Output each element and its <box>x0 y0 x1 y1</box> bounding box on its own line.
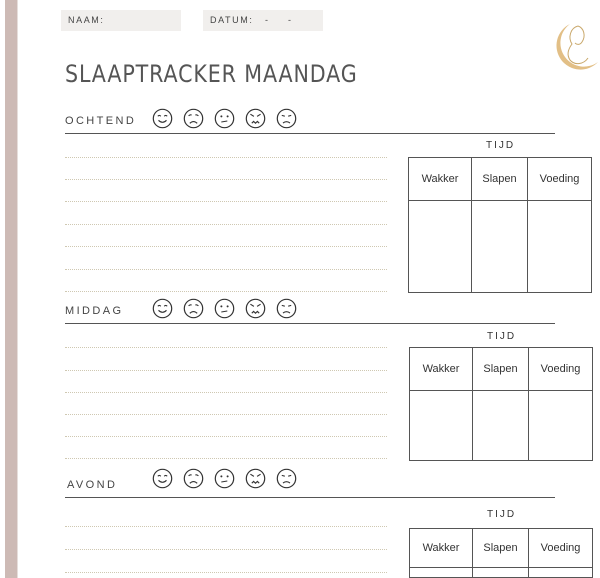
section-rule-ochtend <box>65 133 555 134</box>
tijd-title-avond: TIJD <box>487 509 517 520</box>
unhappy-face-icon[interactable] <box>276 468 297 489</box>
section-rule-avond <box>65 497 555 498</box>
page-edge <box>17 0 18 578</box>
note-line[interactable] <box>65 370 387 371</box>
column-header-voeding: Voeding <box>529 529 593 568</box>
section-rule-middag <box>65 323 555 324</box>
neutral-face-icon[interactable] <box>214 108 235 129</box>
column-header-wakker: Wakker <box>410 348 473 391</box>
angry-face-icon[interactable] <box>245 468 266 489</box>
sad-face-icon[interactable] <box>183 108 204 129</box>
note-line[interactable] <box>65 179 387 180</box>
column-header-wakker: Wakker <box>410 529 473 568</box>
unhappy-face-icon[interactable] <box>276 298 297 319</box>
note-line[interactable] <box>65 291 387 292</box>
angry-face-icon[interactable] <box>245 108 266 129</box>
table-cell-slapen[interactable] <box>473 391 529 461</box>
mood-row-ochtend <box>152 108 307 129</box>
note-line[interactable] <box>65 392 387 393</box>
table-cell-voeding[interactable] <box>528 201 592 293</box>
datum-label: DATUM: <box>210 15 254 25</box>
datum-field[interactable] <box>203 10 323 31</box>
unhappy-face-icon[interactable] <box>276 108 297 129</box>
column-header-slapen: Slapen <box>473 348 529 391</box>
note-line[interactable] <box>65 246 387 247</box>
note-line[interactable] <box>65 458 387 459</box>
table-cell-wakker[interactable] <box>410 568 473 578</box>
mood-row-middag <box>152 298 307 319</box>
moon-baby-logo-icon <box>548 18 600 74</box>
note-line[interactable] <box>65 572 387 573</box>
mood-row-avond <box>152 468 307 489</box>
time-table-middag <box>409 347 593 461</box>
time-table-ochtend <box>408 157 592 293</box>
section-label-ochtend: OCHTEND <box>65 115 137 127</box>
table-cell-voeding[interactable] <box>529 568 593 578</box>
sad-face-icon[interactable] <box>183 298 204 319</box>
naam-label: NAAM: <box>68 15 105 25</box>
column-header-slapen: Slapen <box>472 158 528 201</box>
note-line[interactable] <box>65 201 387 202</box>
sad-face-icon[interactable] <box>183 468 204 489</box>
tijd-title-ochtend: TIJD <box>486 140 516 151</box>
section-label-middag: MIDDAG <box>65 305 124 317</box>
note-line[interactable] <box>65 224 387 225</box>
note-line[interactable] <box>65 436 387 437</box>
happy-face-icon[interactable] <box>152 298 173 319</box>
note-line[interactable] <box>65 526 387 527</box>
column-header-slapen: Slapen <box>473 529 529 568</box>
note-line[interactable] <box>65 157 387 158</box>
neutral-face-icon[interactable] <box>214 298 235 319</box>
datum-value: - - <box>265 15 293 25</box>
tijd-title-middag: TIJD <box>487 331 517 342</box>
column-header-voeding: Voeding <box>528 158 592 201</box>
column-header-wakker: Wakker <box>409 158 472 201</box>
note-line[interactable] <box>65 269 387 270</box>
angry-face-icon[interactable] <box>245 298 266 319</box>
table-cell-wakker[interactable] <box>409 201 472 293</box>
table-cell-slapen[interactable] <box>472 201 528 293</box>
happy-face-icon[interactable] <box>152 108 173 129</box>
note-line[interactable] <box>65 549 387 550</box>
table-cell-wakker[interactable] <box>410 391 473 461</box>
table-cell-voeding[interactable] <box>529 391 593 461</box>
side-bar <box>5 0 17 578</box>
note-line[interactable] <box>65 347 387 348</box>
happy-face-icon[interactable] <box>152 468 173 489</box>
neutral-face-icon[interactable] <box>214 468 235 489</box>
time-table-avond <box>409 528 593 578</box>
page-title: SLAAPTRACKER MAANDAG <box>65 60 358 88</box>
table-cell-slapen[interactable] <box>473 568 529 578</box>
naam-field[interactable] <box>61 10 181 31</box>
section-label-avond: AVOND <box>67 479 118 491</box>
note-line[interactable] <box>65 414 387 415</box>
column-header-voeding: Voeding <box>529 348 593 391</box>
